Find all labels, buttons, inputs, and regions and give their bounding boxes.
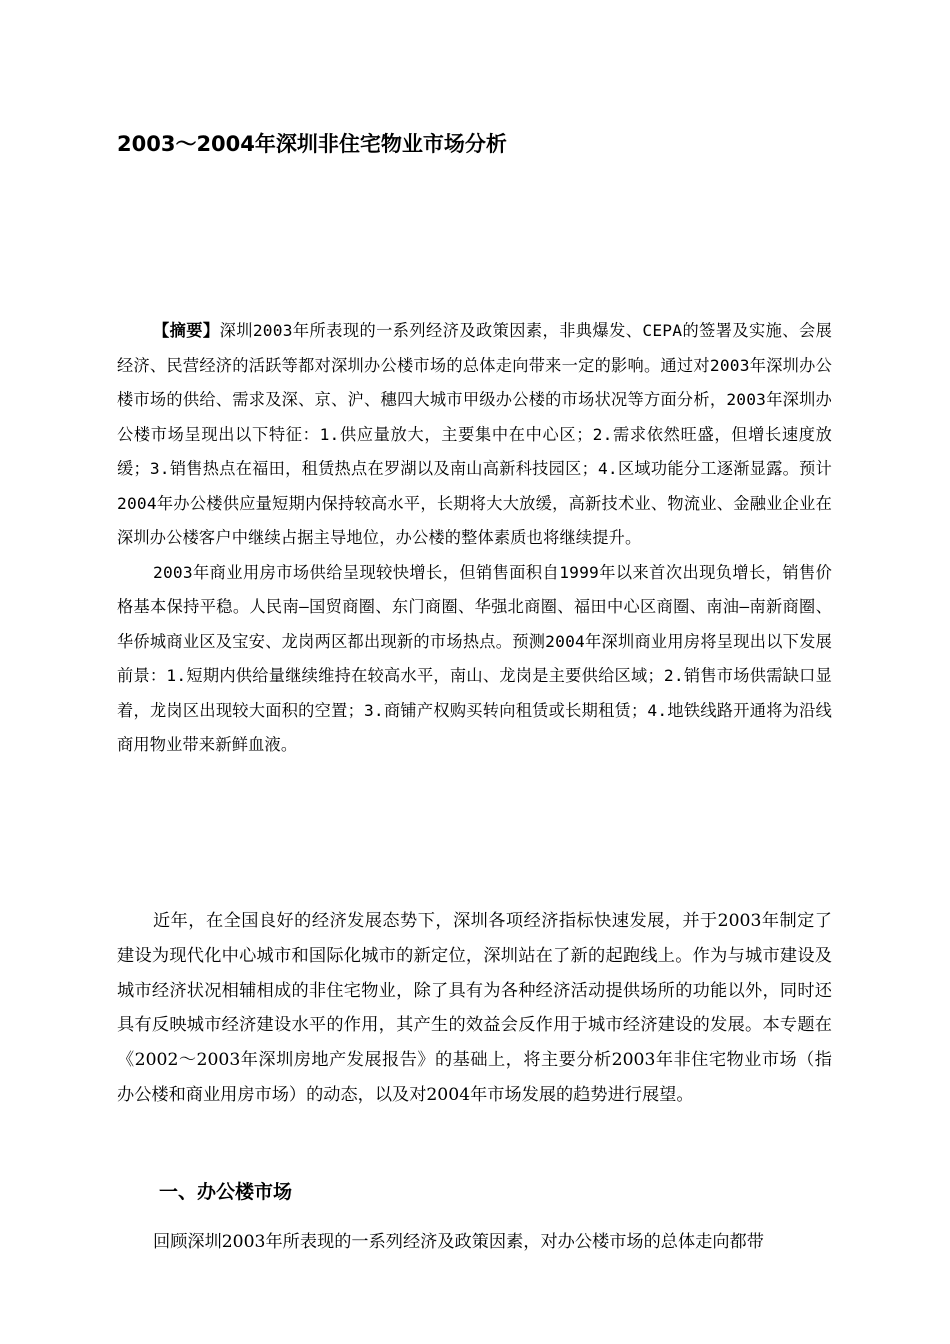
section-1-first-line: 回顾深圳2003年所表现的一系列经济及政策因素，对办公楼市场的总体走向都带 <box>153 1232 764 1252</box>
abstract-block <box>117 314 832 763</box>
abstract-paragraph-1-text: 深圳2003年所表现的一系列经济及政策因素，非典爆发、CEPA的签署及实施、会展经济、民营经济的活跃等都对深圳办公楼市场的总体走向带来一定的影响。通过对2003年深圳办公楼市场的供给、需求及深、京、沪、穗四大城市甲级办公楼的市场状况等方面分析，2003年深圳办公楼市场呈现出以下特征：1.供应量放大，主要集中在中心区；2.需求依然旺盛，但增长速度放缓；3.销售热点在福田，租赁热点在罗湖以及南山高新科技园区；4.区域功能分工逐渐显露。预计2004年办公楼供应量短期内保持较高水平，长期将大大放缓，高新技术业、物流业、金融业企业在深圳办公楼客户中继续占据主导地位，办公楼的整体素质也将继续提升。 <box>117 321 832 547</box>
abstract-paragraph-1 <box>117 314 832 556</box>
intro-paragraph: 近年，在全国良好的经济发展态势下，深圳各项经济指标快速发展，并于2003年制定了建设为现代化中心城市和国际化城市的新定位，深圳站在了新的起跑线上。作为与城市建设及城市经济状况相辅相成的非住宅物业，除了具有为各种经济活动提供场所的功能以外，同时还具有反映城市经济建设水平的作用，其产生的效益会反作用于城市经济建设的发展。本专题在《2002～2003年深圳房地产发展报告》的基础上，将主要分析2003年非住宅物业市场（指办公楼和商业用房市场）的动态，以及对2004年市场发展的趋势进行展望。 <box>117 911 832 1105</box>
section-heading-office-market: 一、办公楼市场 <box>159 1181 293 1203</box>
document-title: 2003～2004年深圳非住宅物业市场分析 <box>117 132 507 156</box>
intro-block <box>117 904 832 1113</box>
section-1-body <box>117 1225 832 1260</box>
abstract-paragraph-2: 2003年商业用房市场供给呈现较快增长，但销售面积自1999年以来首次出现负增长，销售价格基本保持平稳。人民南—国贸商圈、东门商圈、华强北商圈、福田中心区商圈、南油—南新商圈、华侨城商业区及宝安、龙岗两区都出现新的市场热点。预测2004年深圳商业用房将呈现出以下发展前景：1.短期内供给量继续维持在较高水平，南山、龙岗是主要供给区域；2.销售市场供需缺口显着，龙岗区出现较大面积的空置；3.商铺产权购买转向租赁或长期租赁；4.地铁线路开通将为沿线商用物业带来新鲜血液。 <box>117 562 832 754</box>
abstract-label: 【摘要】 <box>153 321 220 340</box>
